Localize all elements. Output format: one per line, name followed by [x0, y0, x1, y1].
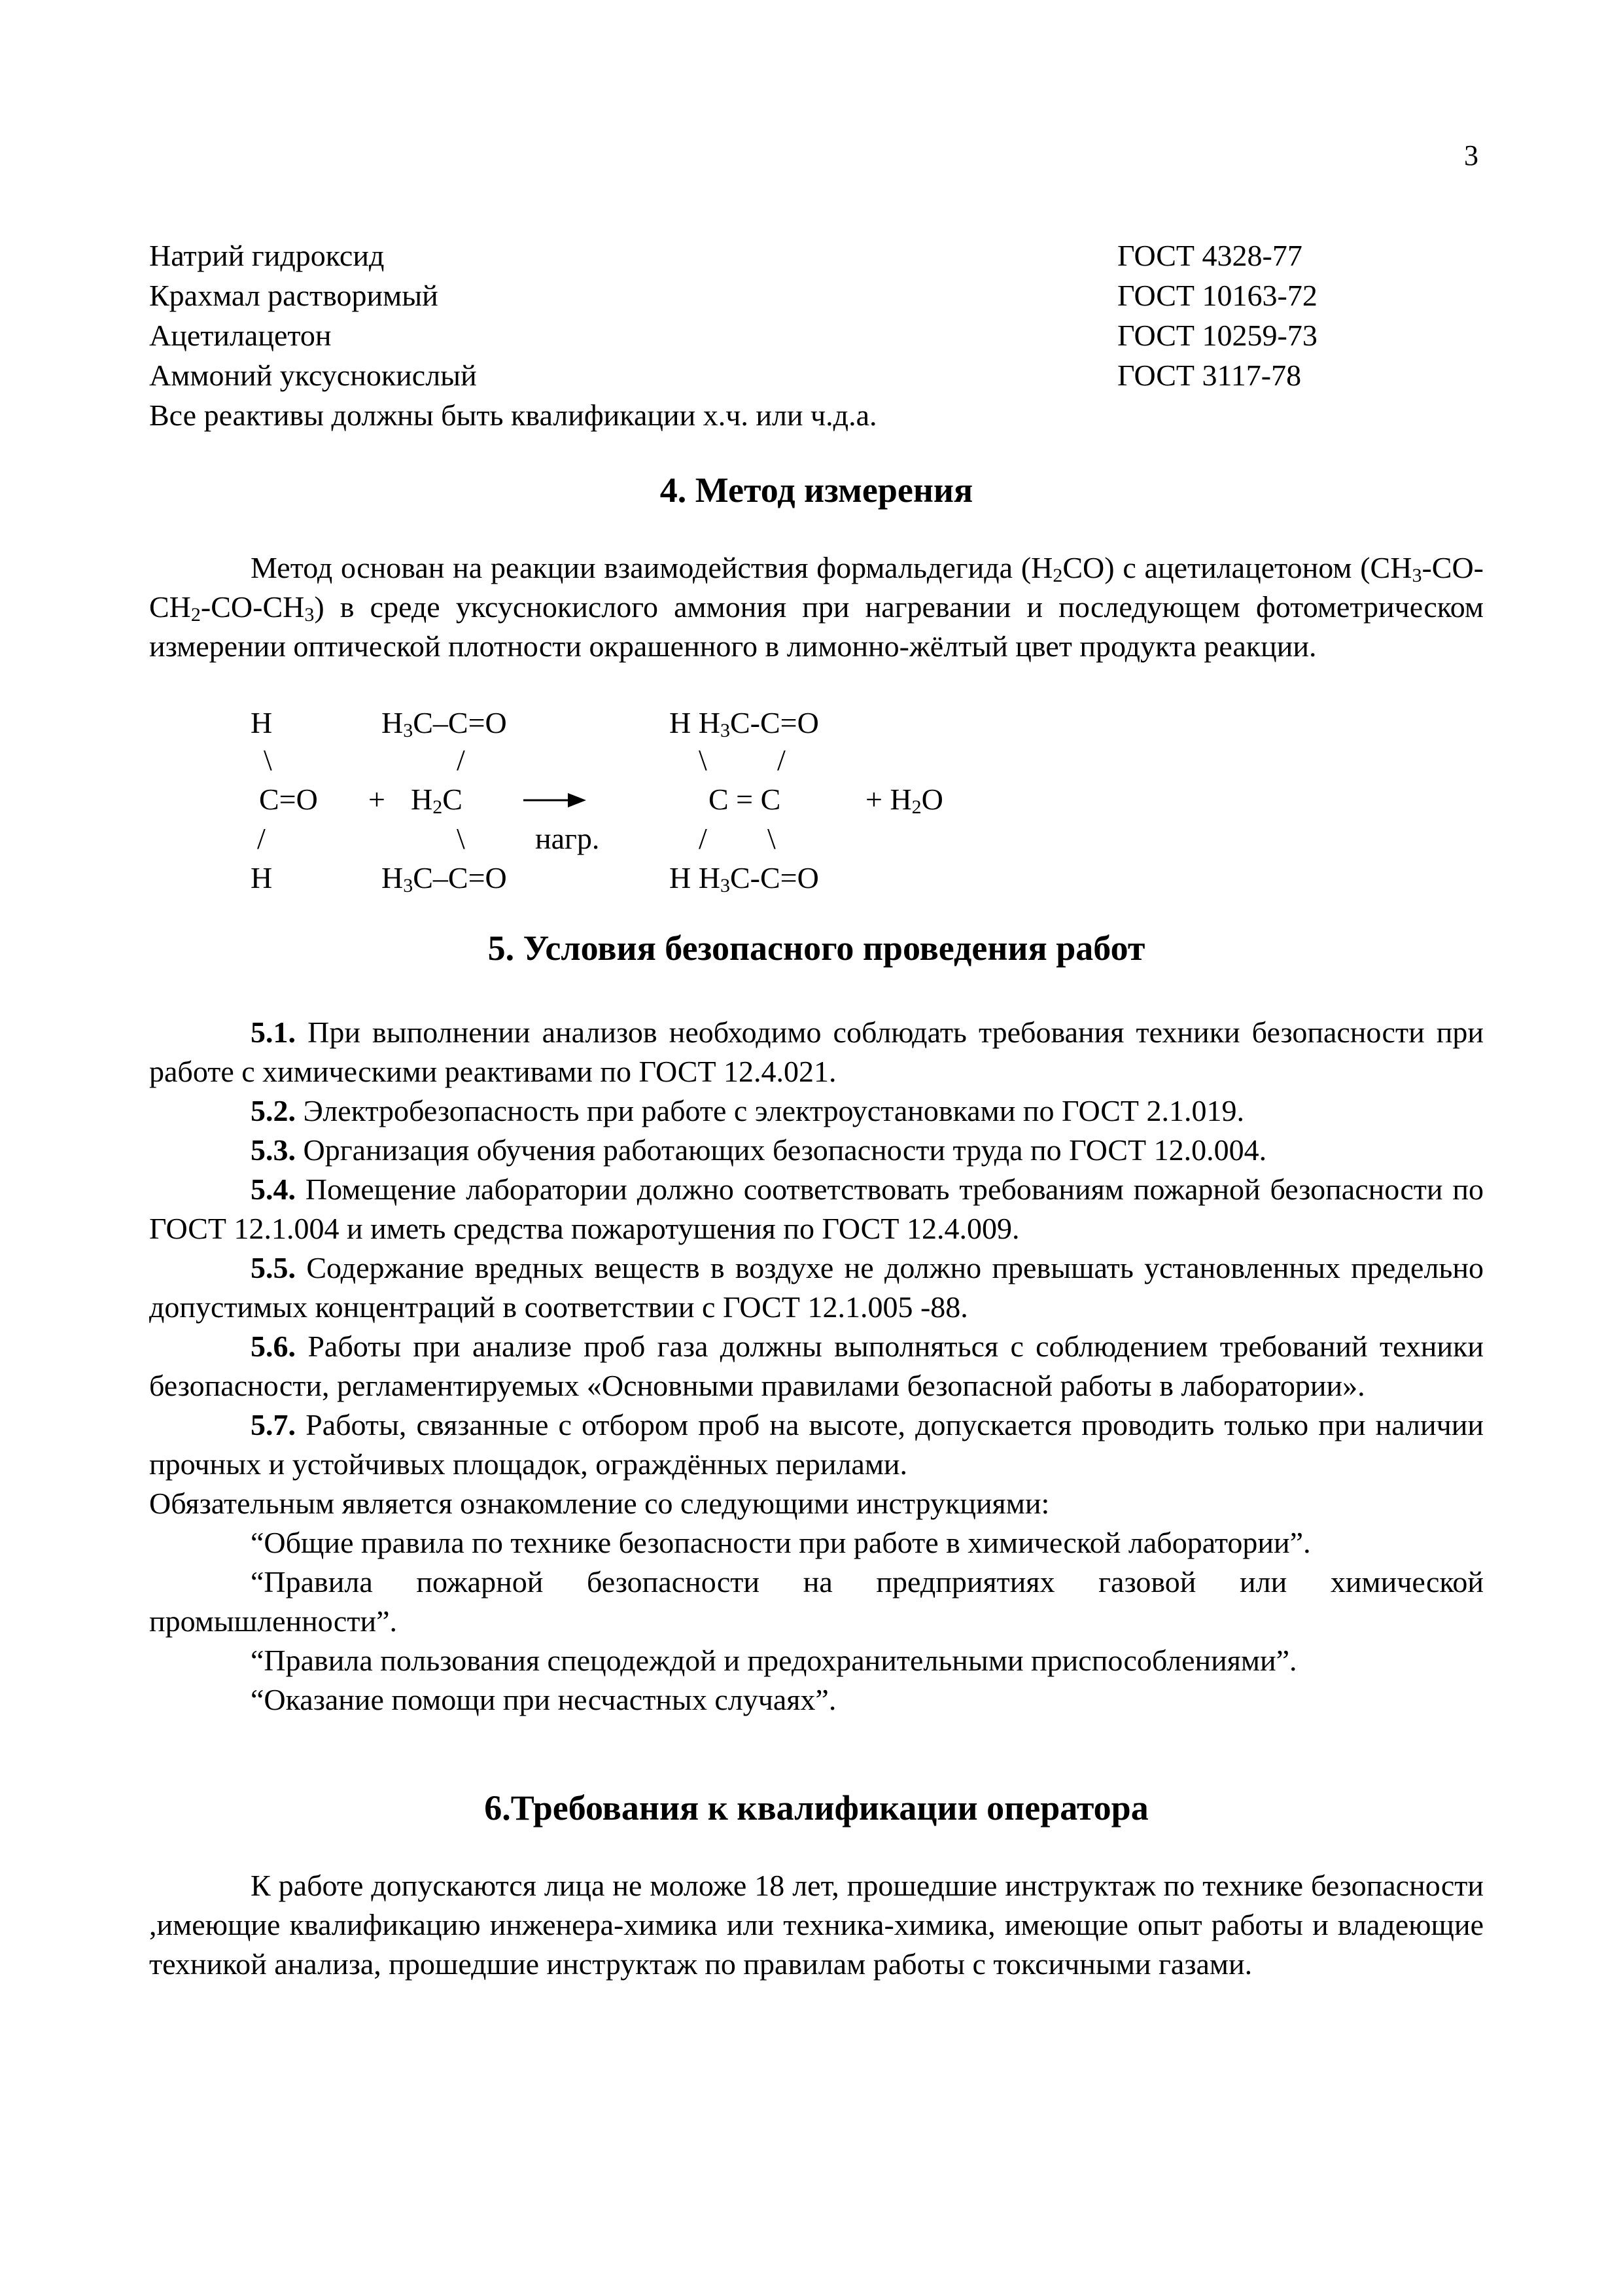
- eq-bond: /: [699, 822, 707, 855]
- reagent-row: [149, 275, 1484, 315]
- reagents-list: [149, 236, 1484, 435]
- instruction-item: “Правила пользования спецодеждой и предохранительными приспособлениями”.: [251, 1644, 1297, 1677]
- eq-prod-top: H $H_3C-C=O$: [669, 706, 819, 741]
- safety-item: 5.1. При выполнении анализов необходимо соблюдать требования техники безопасности при работе с химическими реактивами по ГОСТ 12.4.021.: [149, 1016, 1484, 1088]
- eq-plus: +: [368, 783, 385, 816]
- method-paragraph: Метод основан на реакции взаимодействия формальдегида $(H_2CO)$ с ацетилацетоном $(CH_3-CO-CH_2-CO-CH_3)$ в среде уксуснокислого аммония при нагревании и последующем фотометрическом измерении оптической плотности окрашенного в лимонно-жёлтый цвет продукта реакции.: [149, 551, 1484, 663]
- eq-h-top: H: [251, 706, 273, 739]
- reagent-row: [149, 236, 1484, 275]
- reagent-gost: ГОСТ 10163-72: [1117, 279, 1318, 312]
- section-4-body: [149, 548, 1484, 666]
- reaction-arrow-icon: [522, 790, 587, 810]
- eq-bond: \: [699, 743, 707, 777]
- section-5-body: [149, 1013, 1484, 1720]
- eq-water: + $H_2O$: [865, 783, 943, 818]
- reaction-equation: [149, 705, 1130, 915]
- mandatory-text: Обязательным является ознакомление со следующими инструкциями:: [149, 1487, 1050, 1520]
- safety-item: 5.6. Работы при анализе проб газа должны выполняться с соблюдением требований техники безопасности, регламентируемых «Основными правилами безопасной работы в лаборатории».: [149, 1330, 1484, 1402]
- eq-bond: /: [457, 743, 465, 777]
- reagent-gost: ГОСТ 4328-77: [1117, 239, 1302, 272]
- reagent-name: Аммоний уксуснокислый: [149, 359, 477, 392]
- eq-prod-double-bond: C = C: [708, 783, 781, 816]
- reagent-row: [149, 355, 1484, 395]
- reagent-gost: ГОСТ 10259-73: [1117, 319, 1318, 352]
- reagents-note: Все реактивы должны быть квалификации х.ч. или ч.д.а.: [149, 398, 877, 432]
- safety-item: 5.2. Электробезопасность при работе с электроустановками по ГОСТ 2.1.019.: [251, 1094, 1245, 1127]
- eq-carbonyl: C=O: [259, 783, 318, 816]
- reagent-name: Натрий гидроксид: [149, 239, 385, 272]
- eq-bond: /: [257, 822, 266, 855]
- safety-item: 5.4. Помещение лаборатории должно соответствовать требованиям пожарной безопасности по ГОСТ 12.1.004 и иметь средства пожаротушения по ГОСТ 12.4.009.: [149, 1173, 1484, 1245]
- eq-bond: /: [777, 743, 786, 777]
- instruction-item: “Правила пожарной безопасности на предприятиях газовой или химической промышленности”.: [149, 1565, 1484, 1638]
- eq-prod-bottom: H $H_3C-C=O$: [669, 861, 819, 896]
- instruction-item: “Оказание помощи при несчастных случаях”.: [251, 1683, 837, 1716]
- safety-item: 5.7. Работы, связанные с отбором проб на высоте, допускается проводить только при наличии прочных и устойчивых площадок, ограждённых перилами.: [149, 1408, 1484, 1481]
- eq-bond: \: [264, 743, 272, 777]
- safety-item: 5.5. Содержание вредных веществ в воздухе не должно превышать установленных предельно допустимых концентраций в соответствии с ГОСТ 12.1.005 -88.: [149, 1251, 1484, 1324]
- section-5-title: 5. Условия безопасного проведения работ: [487, 928, 1145, 968]
- qualification-paragraph: К работе допускаются лица не моложе 18 лет, прошедшие инструктаж по технике безопасности ,имеющие квалификацию инженера-химика или техника-химика, имеющие опыт работы и владеющие техникой анализа, прошедшие инструктаж по правилам работы с токсичными газами.: [149, 1869, 1484, 1981]
- eq-h-bottom: H: [251, 861, 273, 894]
- eq-bond: \: [767, 822, 776, 855]
- instruction-item: “Общие правила по технике безопасности при работе в химической лаборатории”.: [251, 1526, 1311, 1559]
- reagent-name: Крахмал растворимый: [149, 279, 438, 312]
- section-4-title: 4. Метод измерения: [659, 470, 973, 510]
- safety-item: 5.3. Организация обучения работающих безопасности труда по ГОСТ 12.0.004.: [251, 1133, 1267, 1167]
- section-6-title: 6.Требования к квалификации оператора: [484, 1788, 1149, 1828]
- eq-condition: нагр.: [535, 822, 600, 855]
- section-6-body: [149, 1866, 1484, 1984]
- eq-bond: \: [457, 822, 465, 855]
- reagent-row: [149, 315, 1484, 355]
- eq-h3c-bottom: $H_3C-C=O$: [381, 861, 507, 896]
- eq-h3c-top: $H_3C-C=O$: [381, 706, 507, 741]
- reagent-name: Ацетилацетон: [149, 319, 332, 352]
- reagent-gost: ГОСТ 3117-78: [1117, 359, 1302, 392]
- eq-h2c: $H_2C$: [411, 783, 462, 818]
- page-number: 3: [1464, 139, 1478, 171]
